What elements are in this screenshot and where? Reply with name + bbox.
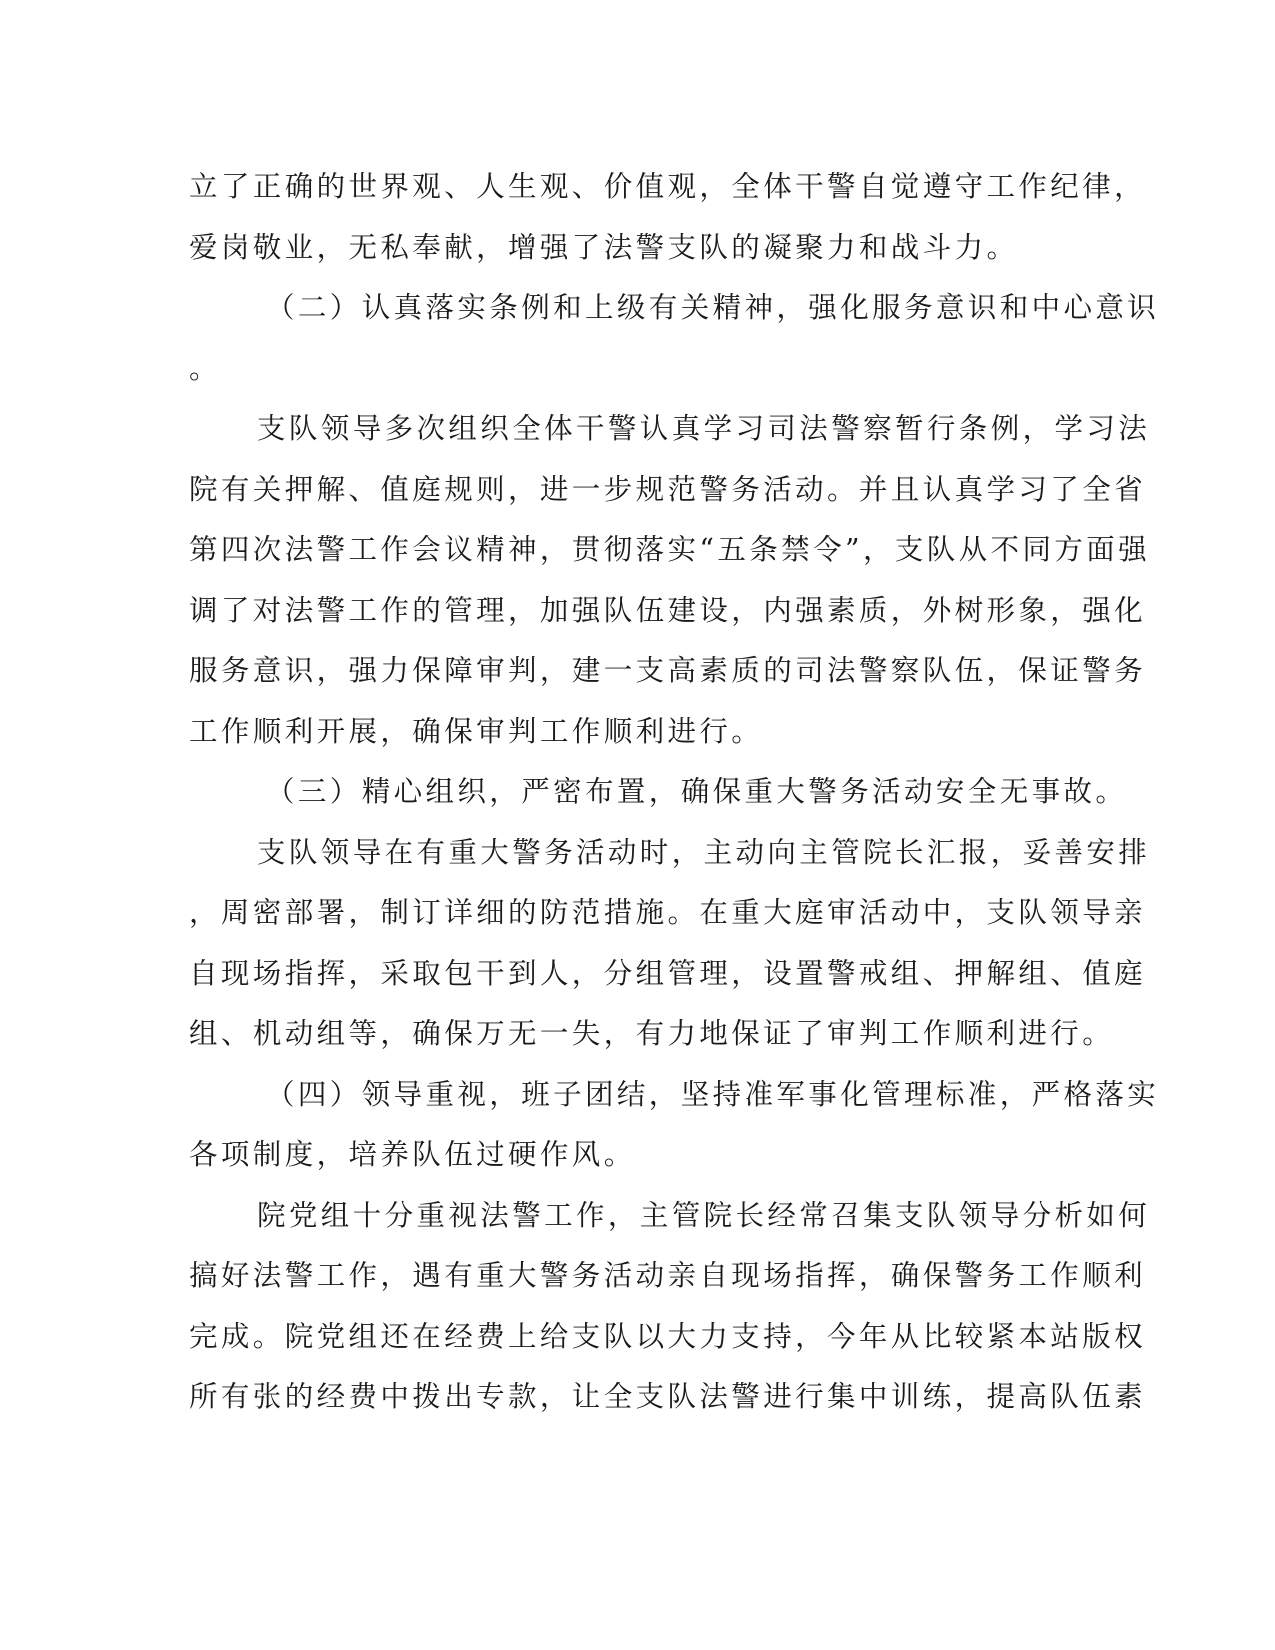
body-line: 各项制度，培养队伍过硬作风。: [189, 1138, 636, 1171]
body-line: 调了对法警工作的管理，加强队伍建设，内强素质，外树形象，强化: [189, 593, 1147, 627]
body-line: 所有张的经费中拨出专款，让全支队法警进行集中训练，提高队伍素: [189, 1380, 1147, 1413]
section-heading-4: （四）领导重视，班子团结，坚持准军事化管理标准，严格落实: [266, 1077, 1160, 1111]
paragraph-start: 支队领导在有重大警务活动时，主动向主管院长汇报，妥善安排: [257, 835, 1151, 869]
body-line: 院有关押解、值庭规则，进一步规范警务活动。并且认真学习了全省: [189, 472, 1147, 506]
body-line: 服务意识，强力保障审判，建一支高素质的司法警察队伍，保证警务: [189, 654, 1147, 687]
section-heading-2: （二）认真落实条例和上级有关精神，强化服务意识和中心意识: [266, 291, 1160, 324]
document-body: [189, 157, 1160, 1428]
body-line: 搞好法警工作，遇有重大警务活动亲自现场指挥，确保警务工作顺利: [189, 1259, 1147, 1292]
body-line: 组、机动组等，确保万无一失，有力地保证了审判工作顺利进行。: [189, 1017, 1115, 1050]
body-line: 工作顺利开展，确保审判工作顺利进行。: [189, 714, 764, 748]
body-line: ，周密部署，制订详细的防范措施。在重大庭审活动中，支队领导亲: [189, 896, 1147, 929]
body-line: 完成。院党组还在经费上给支队以大力支持，今年从比较紧本站版权: [189, 1319, 1147, 1353]
body-line: 第四次法警工作会议精神，贯彻落实“五条禁令”，支队从不同方面强: [189, 533, 1151, 566]
paragraph-start: 院党组十分重视法警工作，主管院长经常召集支队领导分析如何: [257, 1198, 1151, 1232]
body-line: 。: [189, 351, 221, 385]
body-line: 自现场指挥，采取包干到人，分组管理，设置警戒组、押解组、值庭: [189, 956, 1147, 990]
body-line: 爱岗敬业，无私奉献，增强了法警支队的凝聚力和战斗力。: [189, 230, 1019, 264]
paragraph-start: 支队领导多次组织全体干警认真学习司法警察暂行条例，学习法: [257, 412, 1151, 445]
body-line: 立了正确的世界观、人生观、价值观，全体干警自觉遵守工作纪律，: [189, 170, 1147, 203]
section-heading-3: （三）精心组织，严密布置，确保重大警务活动安全无事故。: [266, 775, 1128, 808]
